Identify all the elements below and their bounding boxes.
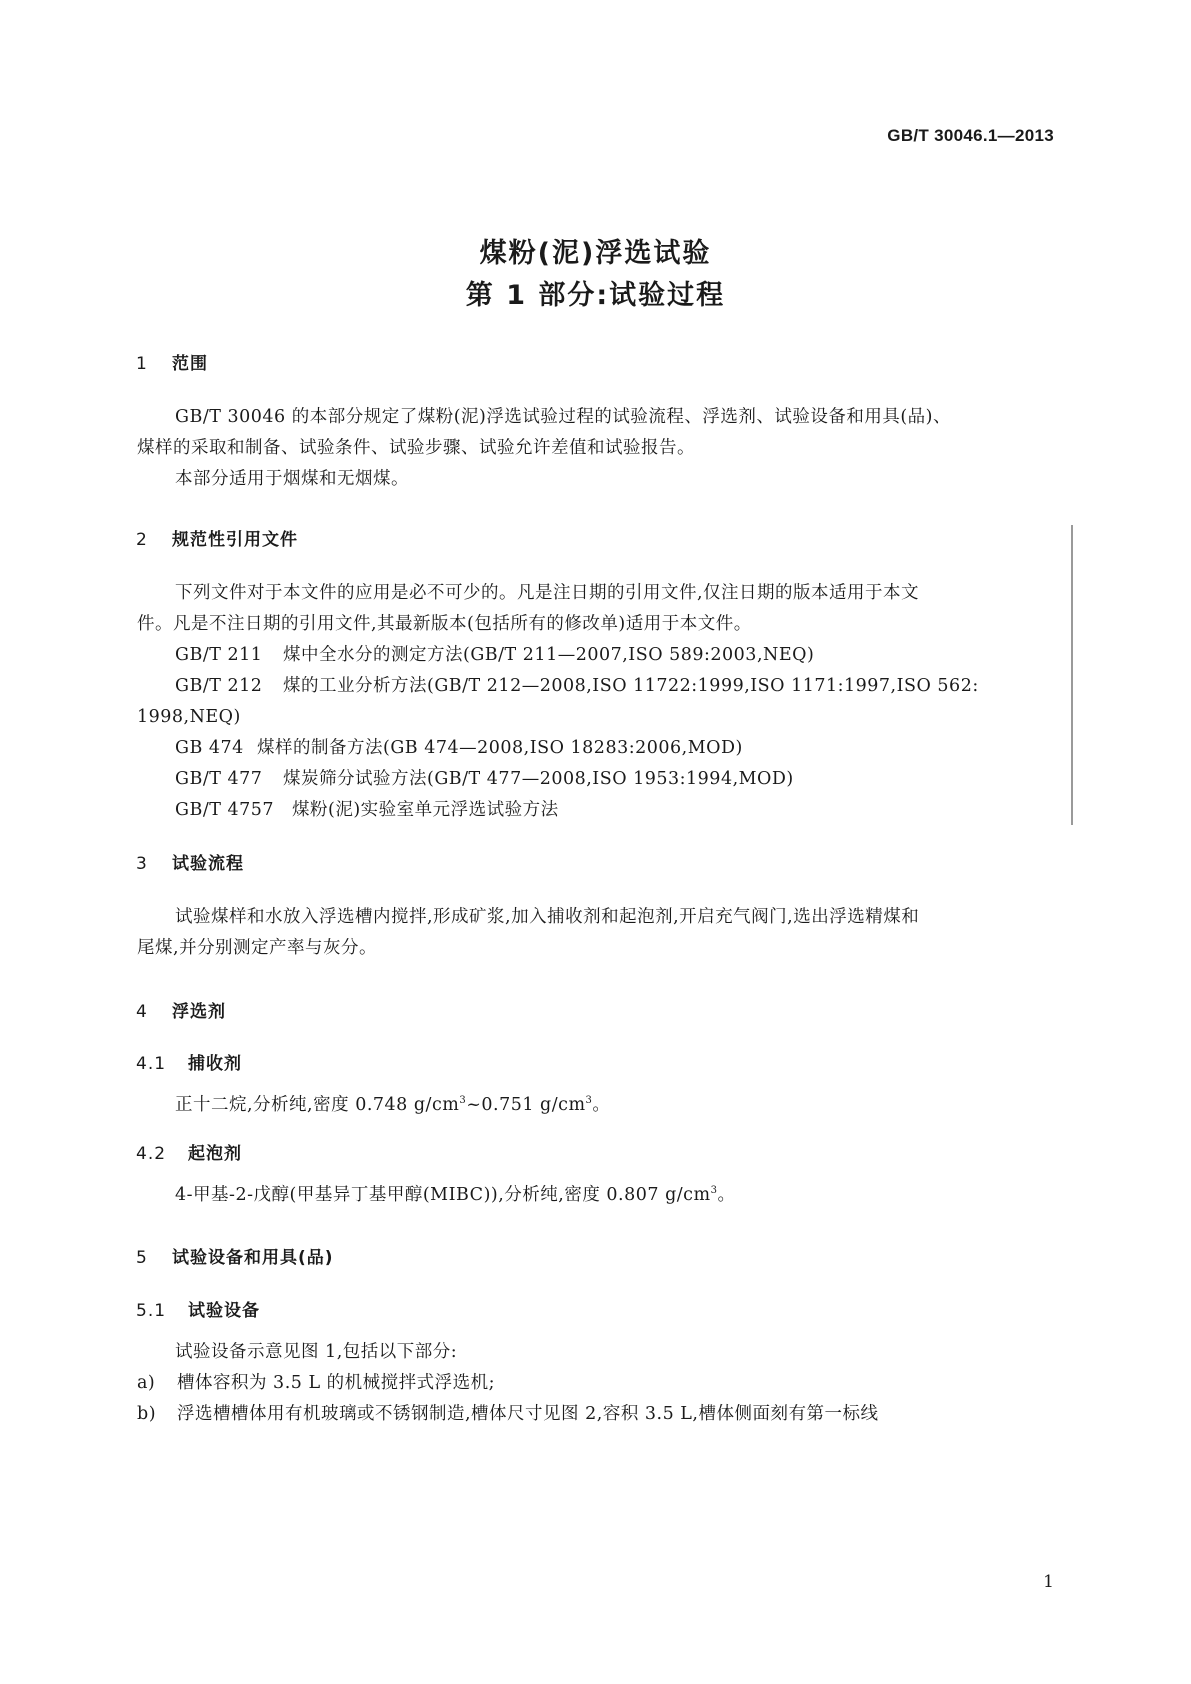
collector-paragraph <box>137 1090 1057 1121</box>
text-line <box>137 1180 1057 1211</box>
reference-code: GB/T 212 <box>175 676 263 696</box>
collector-density-text: 正十二烷,分析纯,密度 0.748 g/cm <box>175 1095 460 1115</box>
equipment-paragraph <box>137 1337 1057 1430</box>
document-title-line1: 煤粉(泥)浮选试验 <box>479 238 712 269</box>
punctuation: 。 <box>717 1185 736 1205</box>
reference-item <box>137 733 1057 764</box>
subsection-heading-equipment <box>136 1296 260 1321</box>
subsection-heading-collector <box>136 1049 242 1074</box>
list-marker: b) <box>137 1404 157 1424</box>
section-title: 试验设备和用具(品) <box>172 1248 334 1268</box>
superscript: 3 <box>710 1185 718 1196</box>
frother-density-text: 4-甲基-2-戊醇(甲基异丁基甲醇(MIBC)),分析纯,密度 0.807 g/cm <box>175 1185 711 1205</box>
subsection-number: 4.2 <box>136 1144 167 1164</box>
reference-code: GB/T 211 <box>175 645 263 665</box>
reference-title: 煤样的制备方法(GB 474—2008,ISO 18283:2006,MOD) <box>257 738 743 758</box>
text-line: GB/T 30046 的本部分规定了煤粉(泥)浮选试验过程的试验流程、浮选剂、试验设备和用具(品)、 <box>175 407 952 427</box>
section-heading-test-procedure-flow <box>136 849 244 874</box>
subsection-title: 试验设备 <box>188 1301 260 1321</box>
reference-item <box>137 764 1057 795</box>
document-title-line2: 第 1 部分:试验过程 <box>465 280 726 311</box>
list-item <box>137 1399 1057 1430</box>
list-item-text: 槽体容积为 3.5 L 的机械搅拌式浮选机; <box>177 1373 496 1393</box>
section-title: 范围 <box>172 354 208 374</box>
section-heading-flotation-reagents <box>136 997 226 1022</box>
section-number: 5 <box>136 1248 148 1268</box>
text-line: 试验煤样和水放入浮选槽内搅拌,形成矿浆,加入捕收剂和起泡剂,开启充气阀门,选出浮选精煤和 <box>175 907 920 927</box>
subsection-heading-frother <box>136 1139 242 1164</box>
reference-code: GB 474 <box>175 738 244 758</box>
reference-item <box>137 795 1057 826</box>
subsection-title: 捕收剂 <box>188 1054 242 1074</box>
change-bar <box>1071 525 1073 825</box>
subsection-title: 起泡剂 <box>188 1144 242 1164</box>
reference-title: 煤炭筛分试验方法(GB/T 477—2008,ISO 1953:1994,MOD) <box>283 769 794 789</box>
text-line: 煤样的采取和制备、试验条件、试验步骤、试验允许差值和试验报告。 <box>137 438 695 458</box>
reference-title: 煤粉(泥)实验室单元浮选试验方法 <box>292 800 559 820</box>
section-heading-test-equipment <box>136 1243 334 1268</box>
reference-item <box>137 640 1057 671</box>
section-number: 1 <box>136 354 148 374</box>
section-heading-scope <box>136 349 208 374</box>
section-title: 浮选剂 <box>172 1002 226 1022</box>
text-line: 件。凡是不注日期的引用文件,其最新版本(包括所有的修改单)适用于本文件。 <box>137 614 752 634</box>
page-number: 1 <box>1043 1572 1054 1592</box>
section-heading-normative-references <box>136 525 298 550</box>
subsection-number: 5.1 <box>136 1301 167 1321</box>
reference-code: GB/T 4757 <box>175 800 275 820</box>
scope-paragraph <box>137 402 1057 495</box>
list-item-text: 浮选槽槽体用有机玻璃或不锈钢制造,槽体尺寸见图 2,容积 3.5 L,槽体侧面刻有第一标线 <box>177 1404 879 1424</box>
collector-density-text: ~0.751 g/cm <box>466 1095 586 1115</box>
section-title: 试验流程 <box>172 854 244 874</box>
section-number: 4 <box>136 1002 148 1022</box>
reference-continuation: 1998,NEQ) <box>137 707 241 727</box>
section-title: 规范性引用文件 <box>172 530 298 550</box>
punctuation: 。 <box>592 1095 611 1115</box>
standard-number: GB/T 30046.1—2013 <box>887 126 1054 145</box>
flow-paragraph <box>137 902 1057 964</box>
reference-code: GB/T 477 <box>175 769 263 789</box>
text-line <box>137 1090 1057 1121</box>
reference-item <box>137 671 1057 702</box>
superscript: 3 <box>459 1095 467 1106</box>
text-line: 本部分适用于烟煤和无烟煤。 <box>175 469 409 489</box>
list-marker: a) <box>137 1373 156 1393</box>
subsection-number: 4.1 <box>136 1054 167 1074</box>
section-number: 2 <box>136 530 148 550</box>
text-line: 下列文件对于本文件的应用是必不可少的。凡是注日期的引用文件,仅注日期的版本适用于本文 <box>175 583 920 603</box>
reference-title: 煤的工业分析方法(GB/T 212—2008,ISO 11722:1999,ISO 1171:1997,ISO 562: <box>283 676 979 696</box>
text-line: 尾煤,并分别测定产率与灰分。 <box>137 938 378 958</box>
section-number: 3 <box>136 854 148 874</box>
frother-paragraph <box>137 1180 1057 1211</box>
reference-title: 煤中全水分的测定方法(GB/T 211—2007,ISO 589:2003,NEQ) <box>283 645 815 665</box>
list-item <box>137 1368 1057 1399</box>
references-paragraph <box>137 578 1057 826</box>
text-line: 试验设备示意见图 1,包括以下部分: <box>175 1342 458 1362</box>
superscript: 3 <box>585 1095 593 1106</box>
